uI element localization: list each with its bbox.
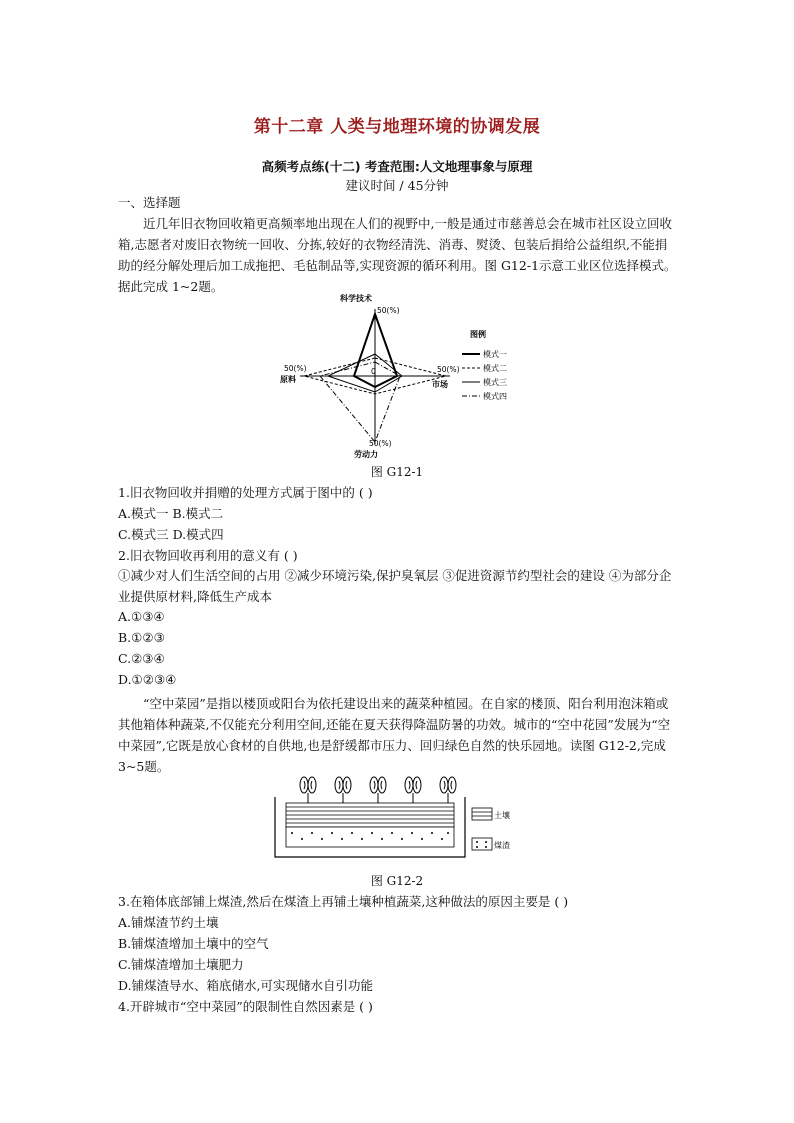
passage-2: “空中菜园”是指以楼顶或阳台为依托建设出来的蔬菜种植园。在自家的楼顶、阳台利用泡沫箱或其他箱体种蔬菜,不仅能充分利用空间,还能在夏天获得降温防暑的功效。城市的“空中花园”发展为“空中菜园”,它既是放心食材的自供地,也是舒缓都市压力、回归绿色自然的快乐园地。读图 G12-2,完成 3~5题。 xyxy=(118,696,671,774)
question-1-options-row-2: C.模式三 D.模式四 xyxy=(118,527,224,542)
axis-label-left: 原料 xyxy=(280,375,296,384)
question-3-stem: 3.在箱体底部铺上煤渣,然后在煤渣上再铺土壤种植蔬菜,这种做法的原因主要是 ( ) xyxy=(118,894,569,909)
legend-label-1: 模式一 xyxy=(483,350,507,359)
vegetable-plants xyxy=(300,777,456,803)
tick-label-bottom: 50(%) xyxy=(369,439,392,448)
legend-soil-swatch xyxy=(472,808,492,820)
legend-cinder-swatch xyxy=(472,838,492,850)
suggested-time: 建议时间 / 45分钟 xyxy=(345,178,449,193)
question-3-option-b: B.铺煤渣增加土壤中的空气 xyxy=(118,936,269,951)
legend-label-2: 模式二 xyxy=(483,364,507,373)
question-2-option-c: C.②③④ xyxy=(118,651,165,666)
legend-soil-label: 土壤 xyxy=(494,811,510,820)
question-3-option-c: C.铺煤渣增加土壤肥力 xyxy=(118,957,244,972)
legend-title: 图例 xyxy=(470,330,486,339)
figure-g12-2 xyxy=(270,775,530,867)
question-4-stem: 4.开辟城市“空中菜园”的限制性自然因素是 ( ) xyxy=(118,999,373,1014)
legend-label-3: 模式三 xyxy=(483,378,507,387)
tick-label-left: 50(%) xyxy=(284,364,307,373)
question-2-statements: ①减少对人们生活空间的占用 ②减少环境污染,保护臭氧层 ③促进资源节约型社会的建设 ④为部分企业提供原材料,降低生产成本 xyxy=(118,568,672,604)
legend-cinder-label: 煤渣 xyxy=(494,841,510,850)
figure-2-caption: 图 G12-2 xyxy=(370,874,424,888)
exercise-subtitle: 高频考点练(十二) 考查范围:人文地理事象与原理 xyxy=(261,159,533,174)
tick-label-top: 50(%) xyxy=(377,306,400,315)
question-3-option-a: A.铺煤渣节约土壤 xyxy=(118,915,219,930)
question-2-option-d: D.①②③④ xyxy=(118,672,177,687)
question-2-stem: 2.旧衣物回收再利用的意义有 ( ) xyxy=(118,548,298,563)
legend-label-4: 模式四 xyxy=(483,392,507,401)
figure-1-caption: 图 G12-1 xyxy=(370,465,424,479)
question-3-option-d: D.铺煤渣导水、箱底储水,可实现储水自引功能 xyxy=(118,978,374,993)
axis-label-right: 市场 xyxy=(432,380,448,389)
question-2-option-a: A.①③④ xyxy=(118,609,165,624)
tick-label-center: 0 xyxy=(371,367,376,376)
tick-label-right: 50(%) xyxy=(437,365,460,374)
question-1-options-row-1: A.模式一 B.模式二 xyxy=(118,506,224,521)
figure-g12-1 xyxy=(270,292,530,462)
axis-label-top: 科学技术 xyxy=(340,294,372,303)
question-1-stem: 1.旧衣物回收并捐赠的处理方式属于图中的 ( ) xyxy=(118,485,373,500)
section-heading: 一、选择题 xyxy=(118,195,181,210)
passage-1: 近几年旧衣物回收箱更高频率地出现在人们的视野中,一般是通过市慈善总会在城市社区设立回收箱,志愿者对废旧衣物统一回收、分拣,较好的衣物经清洗、消毒、熨烫、包装后捐给公益组织,不能捐助的经分解处理后加工成拖把、毛毡制品等,实现资源的循环利用。图 G12-1示意工业区位选择模式。据此完成 1~2题。 xyxy=(118,216,677,294)
axis-label-bottom: 劳动力 xyxy=(354,450,378,459)
question-2-option-b: B.①②③ xyxy=(118,630,165,645)
cinder-layer xyxy=(286,827,454,847)
chapter-title: 第十二章 人类与地理环境的协调发展 xyxy=(253,117,541,137)
